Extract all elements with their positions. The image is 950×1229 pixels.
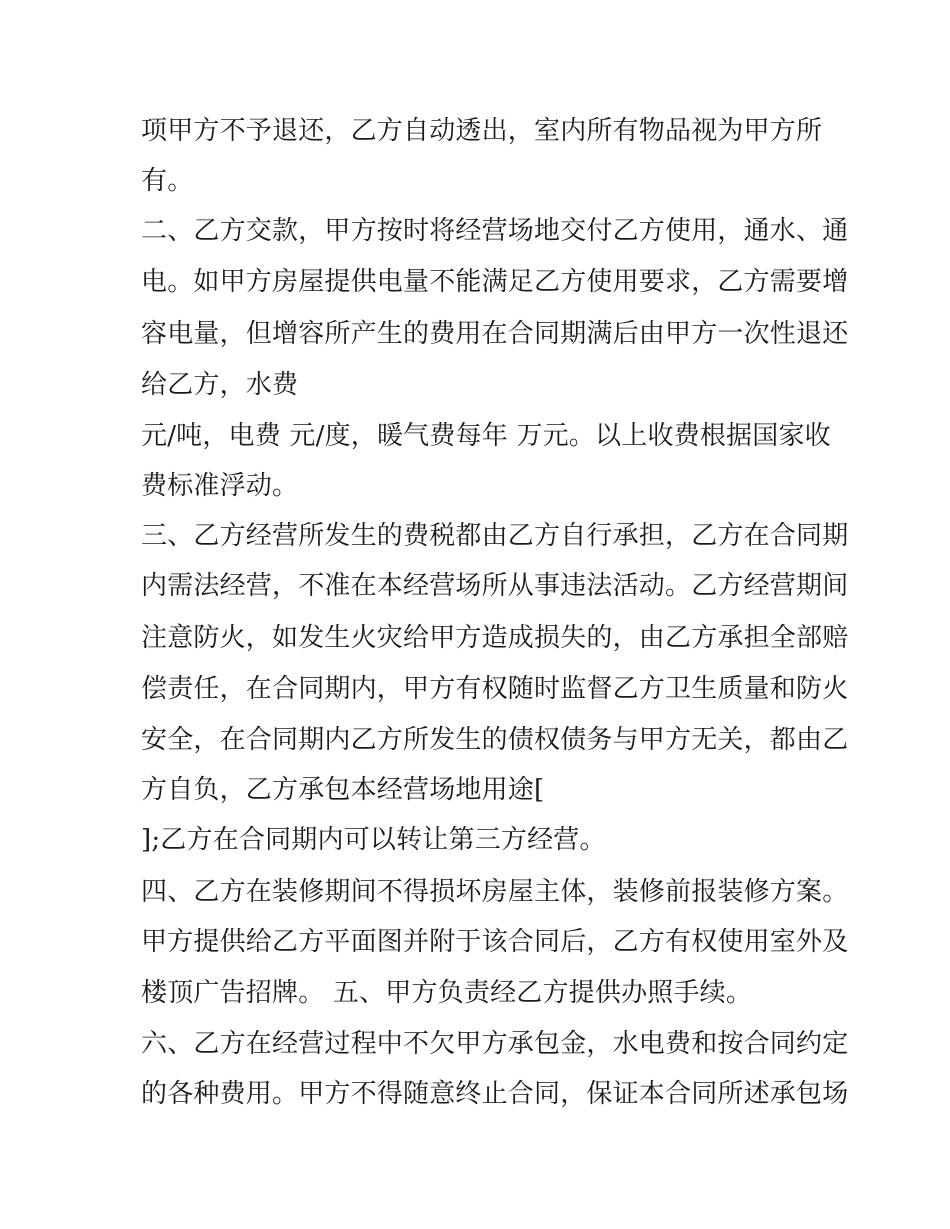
text-line: 安全，在合同期内乙方所发生的债权债务与甲方无关，都由乙	[141, 725, 849, 755]
text-line: 元/吨，电费 元/度，暖气费每年 万元。以上收费根据国家收	[141, 421, 831, 451]
text-line: 给乙方，水费	[141, 370, 299, 400]
text-line: 注意防火，如发生火灾给甲方造成损失的，由乙方承担全部赔	[141, 623, 849, 653]
text-line: 四、乙方在装修期间不得损坏房屋主体，装修前报装修方案。	[141, 877, 849, 907]
text-line: 楼顶广告招牌。 五、甲方负责经乙方提供办照手续。	[141, 978, 753, 1008]
text-line: 电。如甲方房屋提供电量不能满足乙方使用要求，乙方需要增	[141, 267, 849, 297]
text-line: 方自负，乙方承包本经营场地用途[	[141, 775, 545, 805]
text-line: 内需法经营，不准在本经营场所从事违法活动。乙方经营期间	[141, 571, 849, 601]
text-line: 二、乙方交款，甲方按时将经营场地交付乙方使用，通水、通	[141, 216, 849, 246]
text-line: 甲方提供给乙方平面图并附于该合同后，乙方有权使用室外及	[141, 927, 849, 957]
text-line: ];乙方在合同期内可以转让第三方经营。	[141, 825, 606, 855]
text-line: 有。	[141, 166, 194, 196]
text-line: 三、乙方经营所发生的费税都由乙方自行承担，乙方在合同期	[141, 521, 849, 551]
text-line: 容电量，但增容所产生的费用在合同期满后由甲方一次性退还	[141, 319, 849, 349]
text-line: 六、乙方在经营过程中不欠甲方承包金，水电费和按合同约定	[141, 1029, 849, 1059]
text-line: 项甲方不予退还，乙方自动透出，室内所有物品视为甲方所	[141, 116, 823, 146]
text-line: 偿责任，在合同期内，甲方有权随时监督乙方卫生质量和防火	[141, 674, 849, 704]
text-line: 的各种费用。甲方不得随意终止合同，保证本合同所述承包场	[141, 1079, 849, 1109]
text-line: 费标准浮动。	[141, 471, 299, 501]
